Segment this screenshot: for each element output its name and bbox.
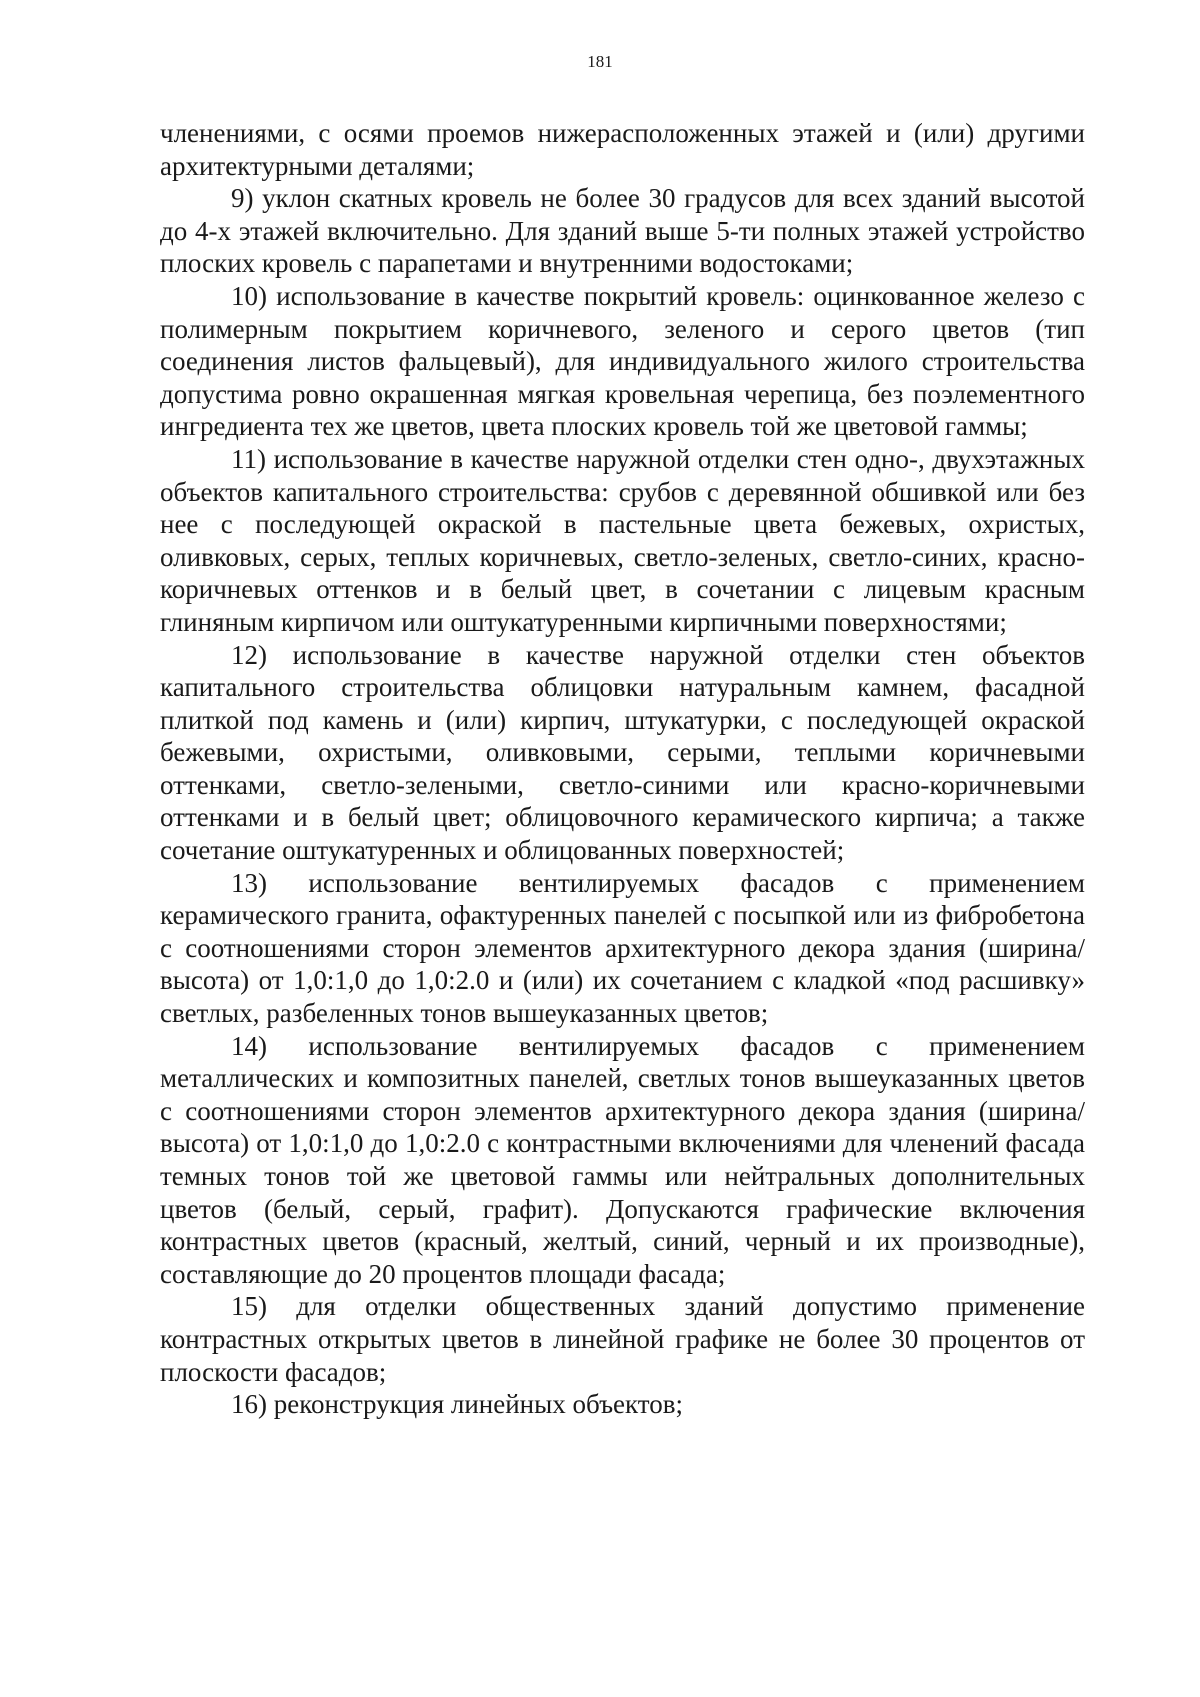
page-number: 181 (587, 52, 613, 71)
paragraph-item-11: 11) использование в качестве наружной отделки стен одно-, двухэтажных объектов капитального строительства: срубов с деревянной обшивкой или без нее с последующей окраской в пастельные цвета бежевых, охристых, оливковых, серых, теплых коричневых, светло-зеленых, светло-синих, красно-коричневых оттенков и в белый цвет, в сочетании с лицевым красным глиняным кирпичом или оштукатуренными кирпичными поверхностями; (160, 443, 1085, 637)
paragraph-item-9: 9) уклон скатных кровель не более 30 градусов для всех зданий высотой до 4-х этажей включительно. Для зданий выше 5-ти полных этажей устройство плоских кровель с парапетами и внутренними водостоками; (160, 183, 1085, 279)
paragraph-item-13: 13) использование вентилируемых фасадов с применением керамического гранита, офактуренных панелей с посыпкой или из фибробетона с соотношениями сторон элементов архитектурного декора здания (ширина/высота) от 1,0:1,0 до 1,0:2.0 и (или) их сочетанием с кладкой «под расшивку» светлых, разбеленных тонов вышеуказанных цветов; (160, 867, 1085, 1029)
document-body (160, 117, 1085, 1421)
paragraph-continuation: членениями, с осями проемов нижерасположенных этажей и (или) другими архитектурными деталями; (160, 118, 1085, 181)
paragraph-item-14: 14) использование вентилируемых фасадов с применением металлических и композитных панелей, светлых тонов вышеуказанных цветов с соотношениями сторон элементов архитектурного декора здания (ширина/высота) от 1,0:1,0 до 1,0:2.0 с контрастными включениями для членений фасада темных тонов той же цветовой гаммы или нейтральных дополнительных цветов (белый, серый, графит). Допускаются графические включения контрастных цветов (красный, желтый, синий, черный и их производные), составляющие до 20 процентов площади фасада; (160, 1030, 1085, 1289)
paragraph-item-16: 16) реконструкция линейных объектов; (231, 1389, 683, 1420)
paragraph-item-15: 15) для отделки общественных зданий допустимо применение контрастных открытых цветов в линейной графике не более 30 процентов от плоскости фасадов; (160, 1291, 1085, 1387)
paragraph-item-12: 12) использование в качестве наружной отделки стен объектов капитального строительства облицовки натуральным камнем, фасадной плиткой под камень и (или) кирпич, штукатурки, с последующей окраской бежевыми, охристыми, оливковыми, серыми, теплыми коричневыми оттенками, светло-зелеными, светло-синими или красно-коричневыми оттенками и в белый цвет; облицовочного керамического кирпича; а также сочетание оштукатуренных и облицованных поверхностей; (160, 639, 1085, 866)
paragraph-item-10: 10) использование в качестве покрытий кровель: оцинкованное железо с полимерным покрытием коричневого, зеленого и серого цветов (тип соединения листов фальцевый), для индивидуального жилого строительства допустима ровно окрашенная мягкая кровельная черепица, без поэлементного ингредиента тех же цветов, цвета плоских кровель той же цветовой гаммы; (160, 280, 1085, 442)
